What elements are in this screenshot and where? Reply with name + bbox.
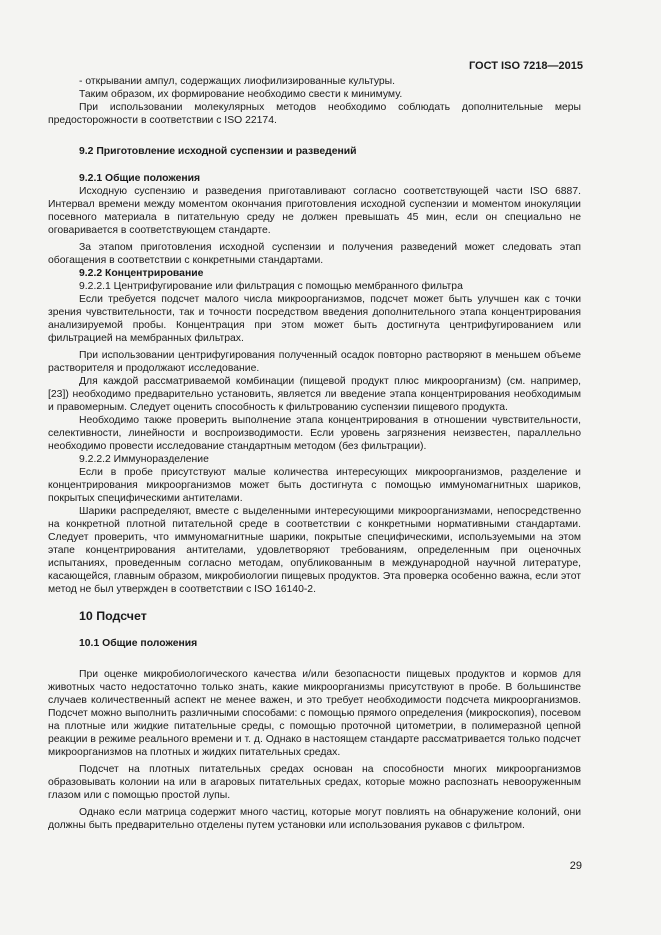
paragraph: При использовании молекулярных методов необходимо соблюдать дополнительные меры предосторожности в соответствии с ISO 22174. [48,102,581,126]
paragraph: Если в пробе присутствуют малые количества интересующих микроорганизмов, разделение и концентрирования микроорганизмов может быть достигнута с помощью иммуномагнитных шариков, покрытых специфическими антителами. [48,467,581,504]
subsection-heading: 9.2.2 Концентрирование [79,268,204,279]
paragraph: Шарики распределяют, вместе с выделенными интересующими микроорганизмами, непосредственно на конкретной плотной питательной среде в соответствии с конкретными нормативными стандартами. Следует проверить, что иммуномагнитные шарики, покрытые специфическими, используемыми на этом этапе концентрирования антителами, удовлетворяют требованиям, определенным при оценочных испытаниях, проведенным согласно методам, опубликованным в международной научной литературе, касающейся, главным образом, микробиологии пищевых продуктов. Эта проверка особенно важна, если этот метод не был утвержден в соответствии с ISO 16140-2. [48,506,581,595]
paragraph: Необходимо также проверить выполнение этапа концентрирования в отношении чувствительности, селективности, линейности и воспроизводимости. Если уровень загрязнения неизвестен, параллельно необходимо провести исследование стандартным методом (без фильтрации). [48,415,581,452]
paragraph: Таким образом, их формирование необходимо свести к минимуму. [79,89,403,100]
subsection-heading: 9.2.1 Общие положения [79,173,201,184]
section-heading: 10 Подсчет [79,609,147,623]
paragraph: При использовании центрифугирования полученный осадок повторно растворяют в меньшем объеме растворителя и продолжают исследование. [48,350,581,374]
paragraph: Подсчет на плотных питательных средах основан на способности многих микроорганизмов образовывать колонии на или в агаровых питательных средах, которые можно распознать невооруженным глазом или с помощью простой лупы. [48,764,581,801]
paragraph: Однако если матрица содержит много частиц, которые могут повлиять на обнаружение колоний, они должны быть предварительно отделены путем установки или использования рукавов с фильтром. [48,807,581,831]
page-number: 29 [569,860,582,872]
paragraph: Если требуется подсчет малого числа микроорганизмов, подсчет может быть улучшен как с точки зрения чувствительности, так и точности посредством введения дополнительного этапа концентрирования анализируемой пробы. Концентрация при этом может быть достигнута центрифугированием или фильтрацией на мембранных фильтрах. [48,294,581,344]
standard-header: ГОСТ ISO 7218—2015 [468,60,583,72]
paragraph: За этапом приготовления исходной суспензии и получения разведений может следовать этап обогащения в соответствии с конкретными стандартами. [48,242,581,266]
paragraph: Исходную суспензию и разведения приготавливают согласно соответствующей части ISO 6887. Интервал времени между моментом окончания приготовления исходной суспензии и моментом инокуляции посевного материала в питательную среду не должен превышать 45 мин, если он специально не оговаривается в соответствующем стандарте. [48,186,581,236]
subsection-heading: 10.1 Общие положения [79,638,198,649]
paragraph: Для каждой рассматриваемой комбинации (пищевой продукт плюс микроорганизм) (см. например, [23]) необходимо предварительно установить, является ли введение этапа концентрирования необходимым и правомерным. Следует оценить способность к фильтрованию суспензии пищевого продукта. [48,376,581,413]
subsection-heading: 9.2 Приготовление исходной суспензии и разведений [79,146,357,157]
clause-heading: 9.2.2.2 Иммуноразделение [79,454,209,465]
page-content [48,75,581,832]
paragraph: - открывании ампул, содержащих лиофилизированные культуры. [79,76,396,87]
clause-heading: 9.2.2.1 Центрифугирование или фильтрация с помощью мембранного фильтра [79,281,463,292]
paragraph: При оценке микробиологического качества и/или безопасности пищевых продуктов и кормов для животных часто недостаточно только знать, какие микроорганизмы присутствуют в пробе. В большинстве случаев количественный аспект не менее важен, и это требует необходимости подсчета микроорганизмов. Подсчет можно выполнить различными способами: с помощью прямого определения (микроскопия), посевом на плотные или жидкие питательные среды, с помощью проточной цитометрии, в полимеразной цепной реакции в режиме реального времени и т. д. Однако в настоящем стандарте рассматривается только подсчет микроорганизмов на плотных и жидких питательных средах. [48,669,581,758]
